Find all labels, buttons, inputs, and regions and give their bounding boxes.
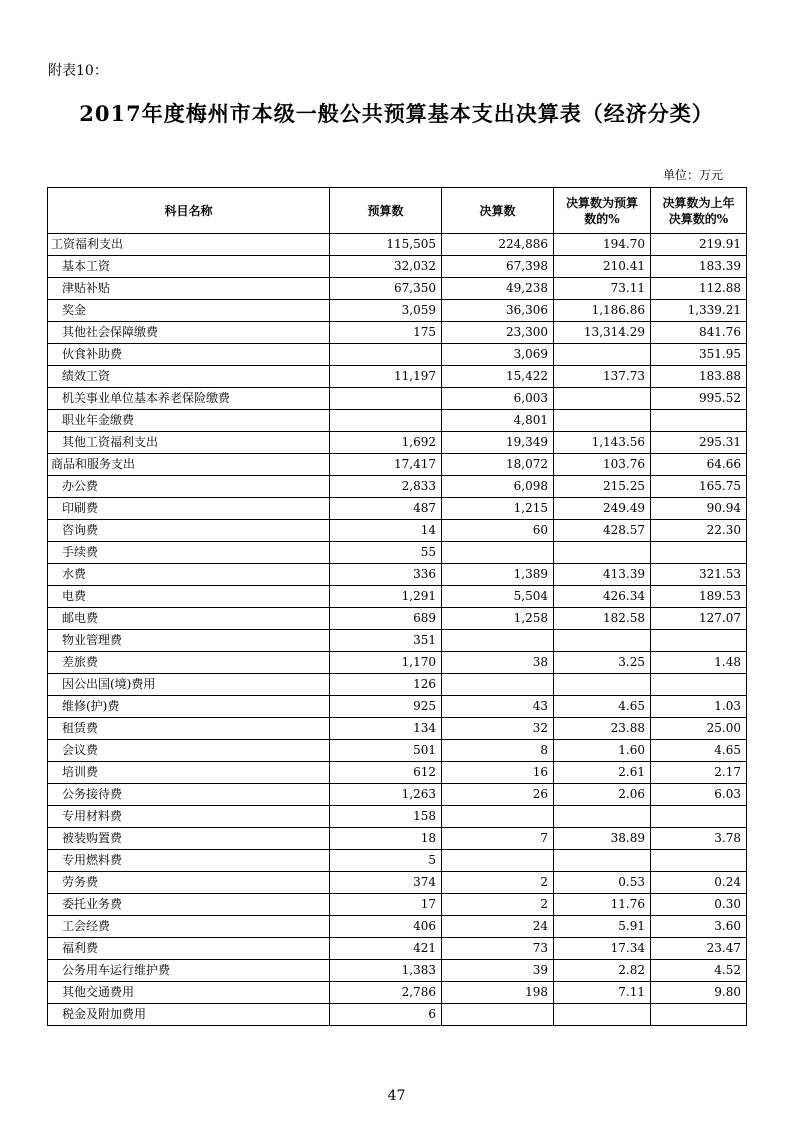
cell-pct-budget: 13,314.29 [554, 322, 651, 344]
cell-pct-prev: 9.80 [651, 982, 747, 1004]
cell-subject-name: 因公出国(境)费用 [48, 674, 330, 696]
cell-pct-budget [554, 806, 651, 828]
cell-subject-name: 差旅费 [48, 652, 330, 674]
unit-label: 单位：万元 [662, 168, 723, 182]
cell-budget: 5 [330, 850, 442, 872]
table-row [48, 960, 747, 982]
cell-pct-prev: 351.95 [651, 344, 747, 366]
cell-pct-budget: 2.61 [554, 762, 651, 784]
cell-budget [330, 410, 442, 432]
cell-pct-prev: 112.88 [651, 278, 747, 300]
cell-final: 2 [442, 894, 554, 916]
cell-final: 60 [442, 520, 554, 542]
table-header-row [48, 188, 747, 234]
table-row [48, 718, 747, 740]
cell-pct-prev: 127.07 [651, 608, 747, 630]
cell-budget [330, 388, 442, 410]
cell-pct-budget: 2.06 [554, 784, 651, 806]
cell-subject-name: 基本工资 [48, 256, 330, 278]
cell-pct-budget: 103.76 [554, 454, 651, 476]
cell-pct-budget [554, 388, 651, 410]
cell-subject-name: 其他工资福利支出 [48, 432, 330, 454]
cell-subject-name: 绩效工资 [48, 366, 330, 388]
cell-pct-budget [554, 344, 651, 366]
cell-pct-budget: 428.57 [554, 520, 651, 542]
cell-final: 8 [442, 740, 554, 762]
cell-final: 1,389 [442, 564, 554, 586]
cell-final [442, 674, 554, 696]
cell-pct-budget: 249.49 [554, 498, 651, 520]
table-body [48, 234, 747, 1026]
table-row [48, 1004, 747, 1026]
table-row [48, 850, 747, 872]
cell-final: 43 [442, 696, 554, 718]
cell-pct-budget: 215.25 [554, 476, 651, 498]
cell-budget: 487 [330, 498, 442, 520]
cell-subject-name: 委托业务费 [48, 894, 330, 916]
cell-subject-name: 咨询费 [48, 520, 330, 542]
cell-final: 18,072 [442, 454, 554, 476]
cell-pct-budget: 7.11 [554, 982, 651, 1004]
cell-pct-budget: 2.82 [554, 960, 651, 982]
cell-budget: 158 [330, 806, 442, 828]
cell-pct-budget [554, 674, 651, 696]
cell-final: 5,504 [442, 586, 554, 608]
cell-subject-name: 其他交通费用 [48, 982, 330, 1004]
table-row [48, 476, 747, 498]
table-row [48, 784, 747, 806]
cell-final: 67,398 [442, 256, 554, 278]
cell-pct-prev: 219.91 [651, 234, 747, 256]
cell-pct-prev: 1.03 [651, 696, 747, 718]
cell-subject-name: 水费 [48, 564, 330, 586]
table-row [48, 894, 747, 916]
cell-final: 1,258 [442, 608, 554, 630]
cell-final: 32 [442, 718, 554, 740]
table-row [48, 806, 747, 828]
cell-final: 24 [442, 916, 554, 938]
cell-final: 6,098 [442, 476, 554, 498]
cell-subject-name: 税金及附加费用 [48, 1004, 330, 1026]
cell-pct-budget: 23.88 [554, 718, 651, 740]
cell-budget: 336 [330, 564, 442, 586]
cell-final [442, 542, 554, 564]
cell-pct-budget: 11.76 [554, 894, 651, 916]
page-title: 2017年度梅州市本级一般公共预算基本支出决算表（经济分类） [79, 101, 714, 126]
cell-subject-name: 职业年金缴费 [48, 410, 330, 432]
cell-budget: 134 [330, 718, 442, 740]
cell-budget: 2,833 [330, 476, 442, 498]
table-row [48, 938, 747, 960]
cell-final: 73 [442, 938, 554, 960]
cell-subject-name: 租赁费 [48, 718, 330, 740]
table-row [48, 520, 747, 542]
cell-pct-prev: 4.52 [651, 960, 747, 982]
cell-pct-prev [651, 542, 747, 564]
cell-pct-budget: 5.91 [554, 916, 651, 938]
table-row [48, 432, 747, 454]
cell-pct-budget [554, 850, 651, 872]
table-row [48, 652, 747, 674]
cell-pct-budget: 38.89 [554, 828, 651, 850]
expenditure-table [47, 187, 747, 1026]
table-row [48, 366, 747, 388]
cell-budget: 421 [330, 938, 442, 960]
table-row [48, 344, 747, 366]
table-row [48, 564, 747, 586]
cell-final [442, 850, 554, 872]
cell-budget: 1,263 [330, 784, 442, 806]
cell-pct-prev: 189.53 [651, 586, 747, 608]
cell-budget: 17 [330, 894, 442, 916]
table-row [48, 982, 747, 1004]
cell-budget: 1,170 [330, 652, 442, 674]
cell-pct-prev: 23.47 [651, 938, 747, 960]
table-row [48, 234, 747, 256]
cell-pct-budget: 0.53 [554, 872, 651, 894]
cell-pct-budget: 17.34 [554, 938, 651, 960]
table-row [48, 630, 747, 652]
cell-subject-name: 办公费 [48, 476, 330, 498]
page-number: 47 [387, 1088, 406, 1104]
table-row [48, 542, 747, 564]
cell-pct-prev: 0.30 [651, 894, 747, 916]
cell-final: 6,003 [442, 388, 554, 410]
cell-pct-budget: 413.39 [554, 564, 651, 586]
cell-pct-budget: 1,143.56 [554, 432, 651, 454]
cell-final: 15,422 [442, 366, 554, 388]
cell-pct-prev: 0.24 [651, 872, 747, 894]
cell-subject-name: 维修(护)费 [48, 696, 330, 718]
cell-subject-name: 机关事业单位基本养老保险缴费 [48, 388, 330, 410]
cell-subject-name: 手续费 [48, 542, 330, 564]
cell-budget: 55 [330, 542, 442, 564]
table-row [48, 608, 747, 630]
cell-pct-prev: 64.66 [651, 454, 747, 476]
cell-pct-budget: 194.70 [554, 234, 651, 256]
cell-pct-prev: 841.76 [651, 322, 747, 344]
table-row [48, 586, 747, 608]
table-row [48, 696, 747, 718]
cell-pct-budget: 1.60 [554, 740, 651, 762]
cell-budget: 32,032 [330, 256, 442, 278]
cell-budget: 115,505 [330, 234, 442, 256]
cell-budget: 689 [330, 608, 442, 630]
cell-pct-prev: 90.94 [651, 498, 747, 520]
cell-pct-budget: 1,186.86 [554, 300, 651, 322]
cell-final: 4,801 [442, 410, 554, 432]
header-subject-name: 科目名称 [48, 188, 330, 234]
table-row [48, 278, 747, 300]
cell-budget: 67,350 [330, 278, 442, 300]
header-pct-prev [651, 188, 747, 234]
cell-subject-name: 专用燃料费 [48, 850, 330, 872]
cell-pct-budget: 73.11 [554, 278, 651, 300]
cell-pct-prev: 25.00 [651, 718, 747, 740]
cell-pct-prev [651, 850, 747, 872]
cell-budget: 6 [330, 1004, 442, 1026]
cell-budget: 175 [330, 322, 442, 344]
cell-final: 198 [442, 982, 554, 1004]
cell-budget: 374 [330, 872, 442, 894]
cell-final: 2 [442, 872, 554, 894]
cell-final: 39 [442, 960, 554, 982]
table-row [48, 828, 747, 850]
cell-subject-name: 奖金 [48, 300, 330, 322]
cell-budget: 18 [330, 828, 442, 850]
cell-final [442, 1004, 554, 1026]
table-row [48, 762, 747, 784]
cell-pct-budget: 3.25 [554, 652, 651, 674]
cell-subject-name: 电费 [48, 586, 330, 608]
header-pct-prev-text: 决算数为上年决算数的% [662, 195, 735, 226]
cell-pct-prev [651, 410, 747, 432]
cell-final: 49,238 [442, 278, 554, 300]
table-row [48, 388, 747, 410]
cell-pct-prev [651, 1004, 747, 1026]
cell-pct-budget [554, 410, 651, 432]
cell-pct-budget: 182.58 [554, 608, 651, 630]
cell-final: 1,215 [442, 498, 554, 520]
cell-subject-name: 福利费 [48, 938, 330, 960]
cell-pct-budget [554, 630, 651, 652]
cell-pct-prev: 4.65 [651, 740, 747, 762]
cell-final: 3,069 [442, 344, 554, 366]
cell-pct-prev: 295.31 [651, 432, 747, 454]
table-row [48, 498, 747, 520]
cell-budget [330, 344, 442, 366]
cell-budget: 1,692 [330, 432, 442, 454]
cell-final: 23,300 [442, 322, 554, 344]
cell-pct-prev [651, 806, 747, 828]
cell-pct-budget: 137.73 [554, 366, 651, 388]
cell-pct-prev: 1.48 [651, 652, 747, 674]
cell-pct-prev: 183.88 [651, 366, 747, 388]
cell-budget: 1,291 [330, 586, 442, 608]
cell-subject-name: 邮电费 [48, 608, 330, 630]
cell-final: 19,349 [442, 432, 554, 454]
table-row [48, 674, 747, 696]
cell-budget: 1,383 [330, 960, 442, 982]
cell-final: 26 [442, 784, 554, 806]
cell-pct-prev: 2.17 [651, 762, 747, 784]
header-pct-budget-text: 决算数为预算数的% [565, 195, 638, 226]
cell-pct-prev: 995.52 [651, 388, 747, 410]
header-budget: 预算数 [330, 188, 442, 234]
cell-budget: 406 [330, 916, 442, 938]
cell-subject-name: 培训费 [48, 762, 330, 784]
cell-subject-name: 印刷费 [48, 498, 330, 520]
cell-pct-prev: 6.03 [651, 784, 747, 806]
header-pct-budget [554, 188, 651, 234]
cell-final: 16 [442, 762, 554, 784]
cell-pct-prev: 321.53 [651, 564, 747, 586]
cell-budget: 126 [330, 674, 442, 696]
cell-pct-prev: 3.60 [651, 916, 747, 938]
table-row [48, 454, 747, 476]
table-row [48, 740, 747, 762]
cell-subject-name: 津贴补贴 [48, 278, 330, 300]
cell-budget: 925 [330, 696, 442, 718]
cell-pct-prev: 3.78 [651, 828, 747, 850]
table-row [48, 256, 747, 278]
table-row [48, 410, 747, 432]
cell-subject-name: 被装购置费 [48, 828, 330, 850]
table-row [48, 916, 747, 938]
cell-final [442, 806, 554, 828]
cell-subject-name: 其他社会保障缴费 [48, 322, 330, 344]
cell-budget: 501 [330, 740, 442, 762]
cell-subject-name: 物业管理费 [48, 630, 330, 652]
cell-subject-name: 劳务费 [48, 872, 330, 894]
cell-pct-prev: 165.75 [651, 476, 747, 498]
cell-final [442, 630, 554, 652]
cell-subject-name: 专用材料费 [48, 806, 330, 828]
cell-final: 36,306 [442, 300, 554, 322]
cell-pct-prev: 22.30 [651, 520, 747, 542]
cell-pct-budget: 426.34 [554, 586, 651, 608]
cell-subject-name: 工资福利支出 [48, 234, 330, 256]
cell-budget: 2,786 [330, 982, 442, 1004]
header-final: 决算数 [442, 188, 554, 234]
cell-pct-prev: 183.39 [651, 256, 747, 278]
cell-subject-name: 商品和服务支出 [48, 454, 330, 476]
table-row [48, 300, 747, 322]
cell-subject-name: 公务接待费 [48, 784, 330, 806]
table-row [48, 872, 747, 894]
cell-subject-name: 工会经费 [48, 916, 330, 938]
cell-final: 38 [442, 652, 554, 674]
cell-pct-budget: 4.65 [554, 696, 651, 718]
cell-budget: 612 [330, 762, 442, 784]
cell-pct-budget [554, 542, 651, 564]
cell-subject-name: 伙食补助费 [48, 344, 330, 366]
cell-pct-budget: 210.41 [554, 256, 651, 278]
cell-final: 224,886 [442, 234, 554, 256]
cell-pct-prev [651, 630, 747, 652]
cell-budget: 351 [330, 630, 442, 652]
cell-subject-name: 会议费 [48, 740, 330, 762]
cell-budget: 3,059 [330, 300, 442, 322]
cell-budget: 11,197 [330, 366, 442, 388]
cell-pct-prev: 1,339.21 [651, 300, 747, 322]
cell-subject-name: 公务用车运行维护费 [48, 960, 330, 982]
cell-pct-prev [651, 674, 747, 696]
cell-final: 7 [442, 828, 554, 850]
table-row [48, 322, 747, 344]
cell-budget: 17,417 [330, 454, 442, 476]
cell-budget: 14 [330, 520, 442, 542]
cell-pct-budget [554, 1004, 651, 1026]
annex-label: 附表10： [48, 63, 108, 79]
